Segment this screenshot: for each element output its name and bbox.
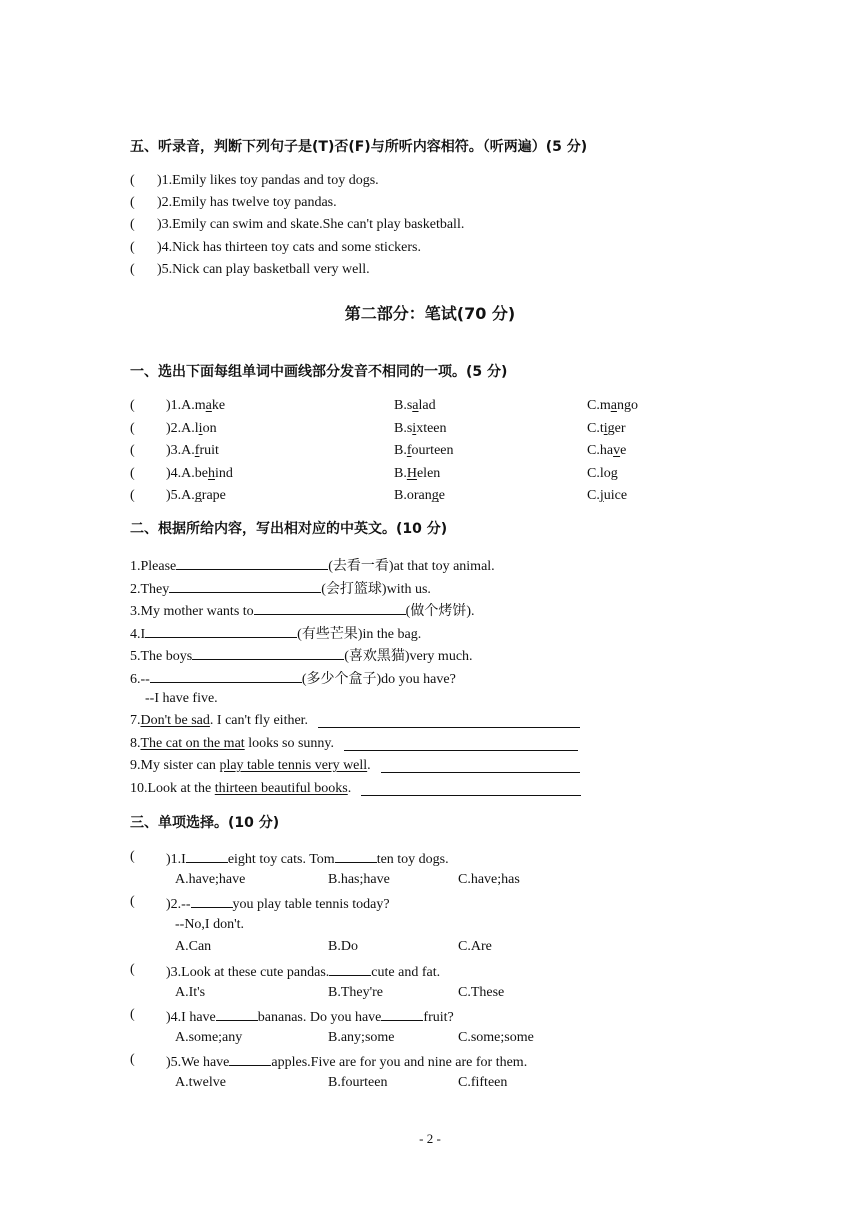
answer-blank [381, 1006, 423, 1021]
answer-blank [216, 1006, 258, 1021]
question-stem [130, 848, 449, 867]
option: C.some;some [458, 1029, 534, 1045]
paren: ( [130, 262, 135, 277]
item-suffix: at that toy animal. [393, 559, 495, 574]
word-c: C.tiger [587, 420, 626, 436]
paren: ( [130, 173, 135, 188]
item-text: )4.Nick has thirteen toy cats and some stickers. [157, 240, 421, 255]
answer-blank [254, 600, 406, 615]
item-suffix: . I can't fly either. [209, 713, 309, 728]
underlined-letters: h [208, 465, 215, 481]
option: B.fourteen [328, 1075, 388, 1090]
chinese-hint: (多少个盒子) [301, 672, 382, 687]
answer-blank [191, 893, 233, 908]
underlined-letters: i [412, 420, 417, 436]
word-a: behind [194, 465, 233, 481]
answer-blank [329, 961, 371, 976]
option-c [587, 397, 638, 415]
item-prefix: 4.I [130, 626, 146, 642]
q1-heading: 一、选出下面每组单词中画线部分发音不相同的一项。(5 分) [130, 364, 508, 380]
word-c: C.log [587, 465, 618, 481]
paren: ( [130, 488, 135, 504]
paren: ( [130, 1052, 135, 1068]
list-item [130, 780, 351, 798]
paren: ( [130, 240, 135, 255]
paren: ( [130, 962, 135, 977]
word-a: grape [194, 488, 226, 504]
item-suffix: very much. [409, 649, 473, 665]
chinese-hint: (有些芒果) [297, 626, 363, 642]
item-prefix: 7. [130, 713, 141, 728]
answer-blank [335, 848, 377, 863]
question-stem [130, 1006, 454, 1026]
item-prefix: 9.My sister can [130, 758, 220, 774]
list-item [130, 600, 474, 621]
list-item [130, 645, 473, 666]
answer-blank [229, 1051, 271, 1066]
question-stem [130, 1051, 528, 1071]
word-a: lion [194, 420, 217, 436]
word-c: C.have [587, 443, 627, 459]
item-prefix: 6.-- [130, 672, 150, 687]
item-suffix: in the bag. [362, 626, 422, 642]
question-stem [130, 961, 441, 980]
page-number: - 2 - [419, 1131, 441, 1146]
table-row [130, 487, 628, 505]
option-c [587, 442, 626, 460]
paren: ( [130, 849, 135, 864]
list-item [130, 578, 431, 599]
underlined-letters: f [194, 443, 200, 459]
answer-line [361, 795, 581, 796]
answer-line [381, 772, 580, 773]
item-text: )2.Emily has twelve toy pandas. [157, 195, 337, 210]
stem-text: )4.I have bananas. Do you have fruit? [166, 1006, 454, 1027]
word-b: B.Helen [394, 465, 441, 481]
stem-text: )1.I eight toy cats. Tom ten toy dogs. [166, 848, 449, 869]
option: B.They're [328, 984, 384, 1000]
list-item [130, 239, 421, 257]
list-item [130, 216, 465, 234]
underlined-phrase: thirteen beautiful books [214, 780, 348, 796]
underlined-letters: g [610, 465, 618, 481]
item-text: )3.Emily can swim and skate.She can't play basketball. [157, 217, 465, 232]
item-prefix: 5.The boys [130, 649, 193, 665]
underlined-letters: H [406, 465, 417, 481]
q2-heading: 二、根据所给内容，写出相对应的中英文。(10 分) [130, 521, 448, 537]
item-suffix: with us. [386, 581, 431, 597]
answer-line [344, 750, 578, 751]
option-c [587, 487, 627, 505]
word-b: B.sixteen [394, 420, 447, 436]
q2-answer6: --I have five. [145, 691, 218, 706]
paren: ( [130, 443, 135, 459]
paren: ( [130, 894, 135, 910]
stem-text: )2.-- you play table tennis today? [166, 893, 390, 914]
chinese-hint: (会打篮球) [321, 581, 387, 597]
table-row [130, 442, 627, 460]
answer-blank [150, 668, 302, 683]
part2-title: 第二部分：笔试(70 分) [344, 304, 516, 323]
item-text: )5.Nick can play basketball very well. [157, 262, 370, 277]
q3-heading: 三、单项选择。(10 分) [130, 815, 280, 831]
item-suffix: . [470, 604, 475, 620]
word-c: C.mango [587, 398, 638, 413]
list-item [130, 735, 334, 753]
underlined-letters: j [599, 488, 604, 504]
word-c: C.juice [587, 488, 628, 504]
list-item [130, 623, 421, 644]
item-prefix: 8. [130, 735, 141, 751]
list-item [130, 757, 371, 775]
paren: ( [130, 195, 135, 210]
word-b: B.salad [394, 398, 436, 413]
list-item [130, 555, 495, 576]
answer-line [318, 727, 580, 728]
stem-text: )3.Look at these cute pandas. cute and fat. [166, 961, 440, 982]
underlined-letters: g [431, 488, 439, 504]
item-prefix: 2.They [130, 581, 170, 597]
item-suffix: . [347, 780, 352, 796]
chinese-hint: (去看一看) [328, 559, 394, 574]
option: B.has;have [328, 871, 390, 887]
option-a: )5.A.grape [166, 488, 226, 504]
paren: ( [130, 465, 135, 481]
answer-blank [145, 623, 297, 638]
underlined-letters: v [613, 443, 621, 459]
item-prefix: 1.Please [130, 559, 177, 574]
chinese-hint: (做个烤饼) [405, 604, 471, 620]
answer-blank [192, 645, 344, 660]
item-prefix: 10.Look at the [130, 780, 215, 796]
table-row [130, 420, 626, 438]
item-prefix: 3.My mother wants to [130, 604, 254, 620]
response-line: --No,I don't. [175, 916, 245, 932]
paren: ( [130, 398, 135, 413]
paren: ( [130, 420, 135, 436]
word-a: make [194, 398, 226, 413]
option: C.Are [458, 939, 492, 955]
option-a: )4.A.behind [166, 465, 233, 481]
stem-text: )5.We have apples.Five are for you and nine are for them. [166, 1051, 527, 1072]
item-text: )1.Emily likes toy pandas and toy dogs. [157, 173, 379, 188]
option: C.fifteen [458, 1075, 508, 1090]
option: C.These [458, 984, 505, 1000]
word-b: B.orange [394, 488, 445, 504]
option: A.It's [175, 984, 206, 1000]
answer-blank [169, 578, 321, 593]
option-b [394, 420, 447, 438]
list-item [130, 194, 337, 212]
word-a: fruit [194, 443, 219, 459]
item-suffix: looks so sunny. [244, 735, 335, 751]
underlined-phrase: The cat on the mat [140, 735, 245, 751]
table-row [130, 397, 638, 415]
option: A.twelve [175, 1075, 226, 1090]
underlined-letters: a [412, 398, 419, 413]
question-stem [130, 893, 390, 913]
underlined-letters: i [603, 420, 608, 436]
option: C.have;has [458, 871, 520, 887]
option-a: )2.A.lion [166, 420, 217, 436]
option-a: )3.A.fruit [166, 443, 219, 459]
paren: ( [130, 217, 135, 232]
option: A.have;have [175, 871, 246, 887]
option: A.some;any [175, 1029, 243, 1045]
list-item [130, 261, 370, 279]
underlined-letters: i [198, 420, 203, 436]
section5-heading: 五、听录音，判断下列句子是(T)否(F)与所听内容相符。（听两遍）(5 分) [130, 139, 588, 155]
underlined-letters: g [194, 488, 202, 504]
table-row [130, 465, 618, 483]
list-item [130, 172, 379, 190]
list-item [130, 668, 456, 689]
answer-blank [176, 555, 328, 570]
option-b [394, 442, 454, 460]
word-b: B.fourteen [394, 443, 454, 459]
chinese-hint: (喜欢黑猫) [344, 649, 410, 665]
underlined-letters: f [406, 443, 412, 459]
option: B.any;some [328, 1029, 395, 1045]
item-suffix: . [367, 758, 371, 774]
underlined-letters: a [610, 398, 617, 413]
option-b [394, 487, 445, 505]
option-a: )1.A.make [166, 398, 226, 413]
option: A.Can [175, 939, 212, 955]
option-c [587, 465, 618, 483]
list-item [130, 712, 308, 730]
option: B.Do [328, 939, 358, 955]
underlined-phrase: play table tennis very well [219, 758, 368, 774]
paren: ( [130, 1007, 135, 1023]
answer-blank [186, 848, 228, 863]
underlined-letters: a [205, 398, 212, 413]
item-suffix: do you have? [381, 672, 456, 687]
option-b [394, 397, 436, 415]
option-c [587, 420, 626, 438]
underlined-phrase: Don't be sad [140, 713, 210, 728]
option-b [394, 465, 440, 483]
